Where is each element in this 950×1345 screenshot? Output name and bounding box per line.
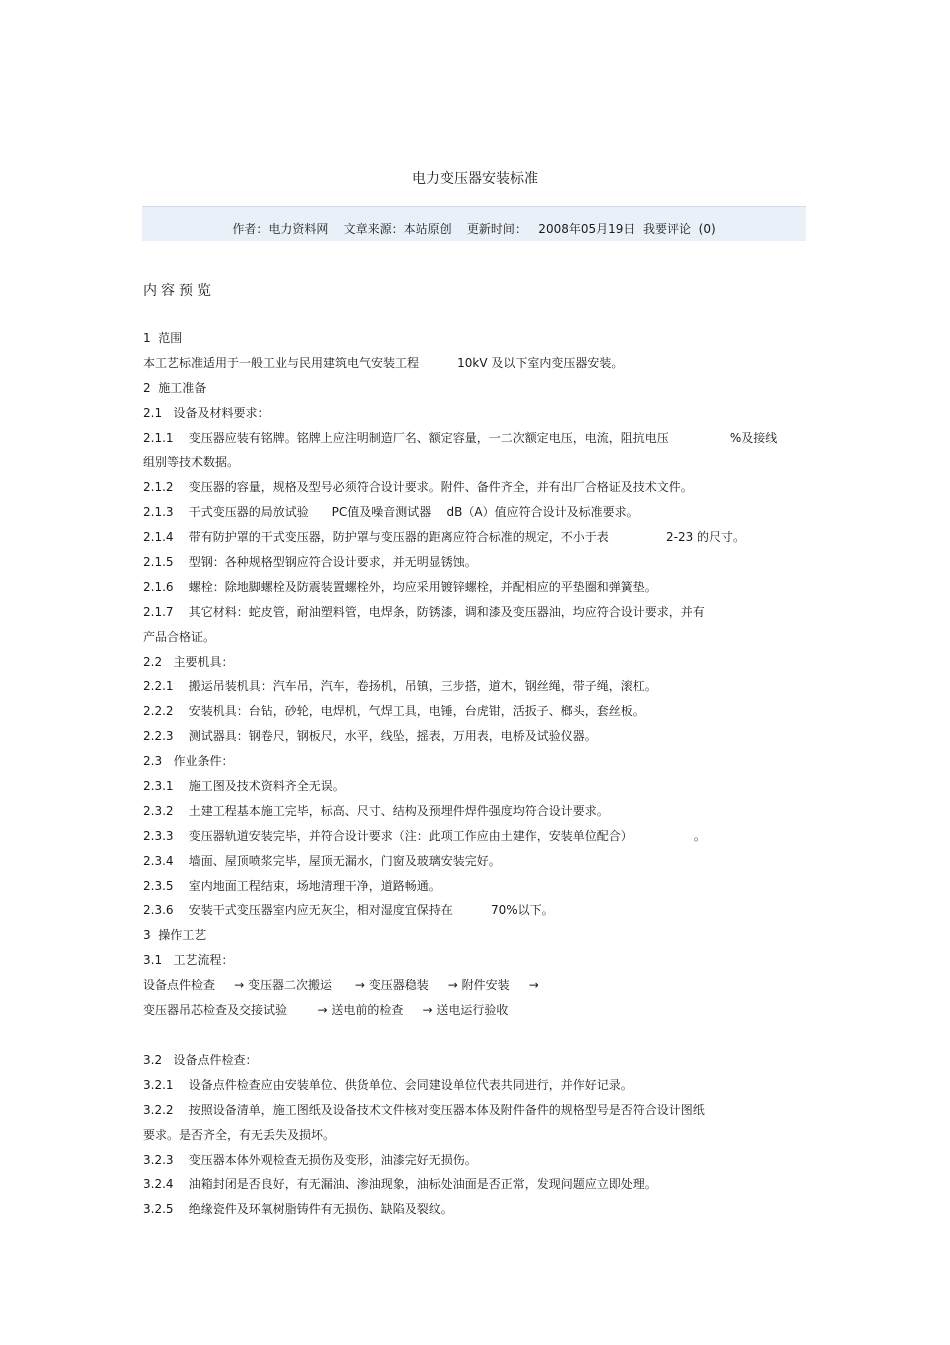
body-line: 2.2 主要机具： [143, 654, 234, 669]
paragraph-gap [143, 1027, 808, 1052]
body-line: 2.3.6 安装干式变压器室内应无灰尘，相对湿度宜保持在 70%以下。 [143, 903, 554, 918]
document-title: 电力变压器安装标准 [412, 171, 538, 187]
body-line: 2.1.1 变压器应装有铭牌。铭牌上应注明制造厂名、额定容量，一二次额定电压，电流，阻抗电压 %及接线 [143, 430, 778, 445]
body-line: 2.1 设备及材料要求： [143, 405, 270, 420]
body-line: 2.3 作业条件： [143, 754, 234, 769]
body-line: 产品合格证。 [143, 629, 216, 644]
document-body [143, 330, 808, 1226]
body-line: 设备点件检查 → 变压器二次搬运 → 变压器稳装 → 附件安装 → [143, 978, 539, 993]
body-line: 2.1.7 其它材料：蛇皮管，耐油塑料管，电焊条，防锈漆，调和漆及变压器油，均应符合设计要求，并有 [143, 604, 705, 619]
body-line: 2.1.6 螺栓：除地脚螺栓及防震装置螺栓外，均应采用镀锌螺栓，并配相应的平垫圈和弹簧垫。 [143, 579, 657, 594]
body-line: 2.1.3 干式变压器的局放试验 PC值及噪音测试器 dB（A）值应符合设计及标准要求。 [143, 505, 639, 520]
body-line: 3 操作工艺 [143, 928, 207, 943]
body-line: 3.1 工艺流程： [143, 953, 234, 968]
body-line: 3.2.4 油箱封闭是否良好，有无漏油、渗油现象，油标处油面是否正常，发现问题应立即处理。 [143, 1177, 657, 1192]
body-line: 2.3.3 变压器轨道安装完毕，并符合设计要求（注：此项工作应由土建作，安装单位配合） 。 [143, 828, 706, 843]
body-line: 2.1.2 变压器的容量，规格及型号必须符合设计要求。附件、备件齐全，并有出厂合格证及技术文件。 [143, 480, 693, 495]
body-line: 2.3.1 施工图及技术资料齐全无误。 [143, 779, 345, 794]
body-line: 3.2.5 绝缘瓷件及环氧树脂铸件有无损伤、缺陷及裂纹。 [143, 1202, 453, 1217]
body-line: 3.2.2 按照设备清单，施工图纸及设备技术文件核对变压器本体及附件备件的规格型号是否符合设计图纸 [143, 1102, 705, 1117]
body-line: 要求。是否齐全，有无丢失及损坏。 [143, 1127, 336, 1142]
body-line: 2.2.1 搬运吊装机具：汽车吊，汽车，卷扬机，吊镇，三步搭，道木，钢丝绳，带子绳，滚杠。 [143, 679, 657, 694]
body-line: 2.3.5 室内地面工程结束，场地清理干净，道路畅通。 [143, 878, 441, 893]
body-line: 3.2.3 变压器本体外观检查无损伤及变形，油漆完好无损伤。 [143, 1152, 477, 1167]
body-line: 2 施工准备 [143, 380, 207, 395]
body-line: 组别等技术数据。 [143, 455, 240, 470]
body-line: 2.2.2 安装机具：台钻，砂轮，电焊机，气焊工具，电锤，台虎钳，活扳子、榔头，套丝板。 [143, 704, 645, 719]
body-line: 2.1.5 型钢：各种规格型钢应符合设计要求，并无明显锈蚀。 [143, 555, 477, 570]
body-line: 2.3.4 墙面、屋顶喷浆完毕，屋顶无漏水，门窗及玻璃安装完好。 [143, 853, 501, 868]
body-line: 本工艺标准适用于一般工业与民用建筑电气安装工程 10kV 及以下室内变压器安装。 [143, 355, 624, 370]
body-line: 变压器吊芯检查及交接试验 → 送电前的检查 → 送电运行验收 [143, 1003, 509, 1018]
body-line: 2.3.2 土建工程基本施工完毕，标高、尺寸、结构及预埋件焊件强度均符合设计要求。 [143, 803, 609, 818]
body-line: 2.2.3 测试器具：钢卷尺，钢板尺，水平，线坠，摇表，万用表，电桥及试验仪器。 [143, 729, 597, 744]
article-meta: 作者：电力资料网 文章来源：本站原创 更新时间： 2008年05月19日 我要评论 (0) [232, 222, 716, 236]
section-heading: 内容预览 [143, 283, 215, 299]
body-line: 3.2 设备点件检查： [143, 1052, 258, 1067]
body-line: 2.1.4 带有防护罩的干式变压器，防护罩与变压器的距离应符合标准的规定，不小于表 2-23 的尺寸。 [143, 530, 746, 545]
body-line: 1 范围 [143, 331, 183, 345]
body-line: 3.2.1 设备点件检查应由安装单位、供货单位、会同建设单位代表共同进行，并作好记录。 [143, 1077, 633, 1092]
